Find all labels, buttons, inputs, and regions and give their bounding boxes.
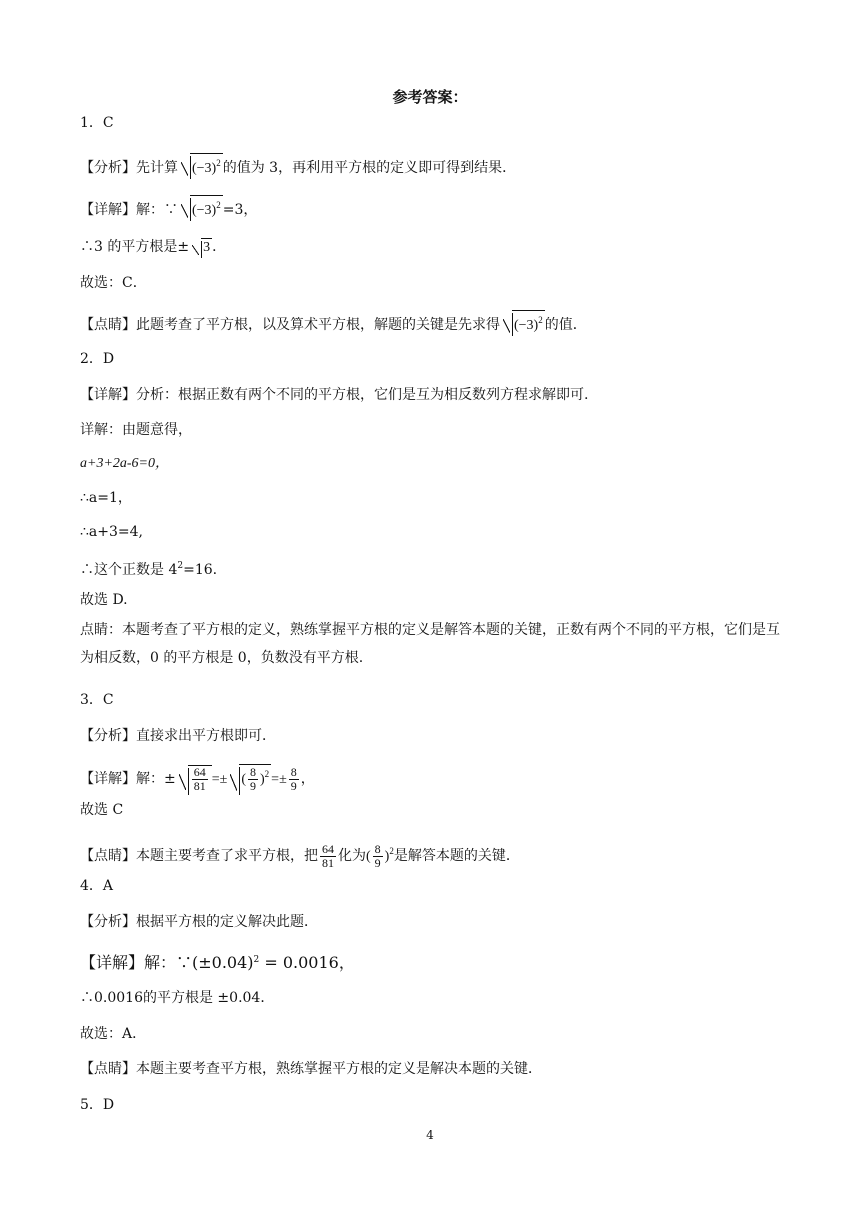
q4-detail-post: = 0.0016， [259, 953, 355, 972]
q2-intro: 详解：由题意得， [80, 422, 192, 438]
q1-conclusion-pre: ∴3 的平方根是± [80, 239, 190, 255]
q1-comment-post: 的值． [544, 317, 587, 333]
q1-conclusion [80, 237, 780, 258]
q5-answer: 5．D [80, 1097, 115, 1113]
exponent: 2 [253, 955, 260, 965]
q4-conclusion: ∴0.0016的平方根是 ±0.04． [80, 990, 275, 1006]
sqrt-expression [179, 195, 223, 221]
q3-comment-mid: 化为 [338, 848, 366, 864]
q3-answer: 3．C [80, 692, 114, 708]
q3-detail-post: ， [300, 771, 315, 787]
q1-conclusion-post: ． [212, 239, 227, 255]
q2-choice: 故选 D. [80, 592, 128, 608]
page-title: 参考答案： [392, 88, 468, 106]
radicand: (−3) [514, 318, 539, 333]
fraction-8-9: $\frac{8}{9}$ [374, 842, 381, 871]
q1-analysis [80, 153, 780, 179]
q4-choice: 故选：A． [80, 1026, 147, 1042]
radicand: (−3) [192, 203, 217, 218]
q4-detail [80, 950, 780, 973]
q2-eq1: a+3+2a-6=0， [80, 456, 170, 471]
sqrt-expression [501, 310, 545, 336]
fraction-64-81: $\frac{64}{81}$ [322, 841, 334, 870]
q2-answer: 2．D [80, 351, 115, 367]
q2-eq4-pre: ∴这个正数是 4 [80, 562, 178, 578]
q1-answer: 1．C [80, 115, 114, 131]
q1-detail-post: =3， [222, 202, 258, 218]
q1-analysis-post: 的值为 3，再利用平方根的定义即可得到结果． [222, 160, 517, 176]
sqrt-expression [179, 153, 223, 179]
q3-comment-post: 是解答本题的关键． [393, 848, 520, 864]
q3-comment: 【点睛】本题主要考查了求平方根，把 $\frac{64}{81}$ 化为( $\frac{8}{9}$ )$^2$是解答本题的关键． [80, 841, 520, 871]
q3-detail-pre: 【详解】解：± [80, 771, 176, 787]
q1-comment [80, 310, 780, 336]
exponent: 2 [177, 561, 184, 571]
exponent: 2 [216, 158, 221, 168]
q3-analysis: 【分析】直接求出平方根即可． [80, 728, 276, 744]
q2-comment: 点睛：本题考查了平方根的定义，熟练掌握平方根的定义是解答本题的关键，正数有两个不同的平方根，它们是互为相反数，0 的平方根是 0，负数没有平方根. [80, 622, 780, 666]
fraction-64-81: $\frac{64}{81}$ [193, 765, 206, 794]
q1-choice: 故选：C． [80, 275, 147, 291]
equals: = [271, 772, 280, 787]
q2-eq3: ∴a+3=4, [80, 524, 143, 540]
fraction-8-9: $\frac{8}{9}$ [290, 764, 297, 793]
plus-minus: ± [279, 772, 287, 787]
page-number: 4 [426, 1128, 434, 1142]
q2-detail: 【详解】分析：根据正数有两个不同的平方根，它们是互为相反数列方程求解即可. [80, 387, 589, 403]
exponent: 2 [538, 315, 543, 325]
q2-eq2: ∴a=1， [80, 490, 132, 506]
q4-comment: 【点睛】本题主要考查平方根，熟练掌握平方根的定义是解决本题的关键． [80, 1061, 542, 1077]
plus-minus: ± [219, 772, 228, 787]
q1-comment-pre: 【点睛】此题考查了平方根，以及算术平方根，解题的关键是先求得 [80, 317, 500, 333]
q4-answer: 4．A [80, 878, 114, 894]
sqrt-fraction [177, 765, 212, 795]
q4-analysis: 【分析】根据平方根的定义解决此题． [80, 914, 318, 930]
sqrt-fraction-squared: ( $\frac{8}{9}$ )$^2$ [228, 764, 271, 795]
q4-detail-pre: 【详解】解：∵(±0.04) [80, 953, 254, 972]
fraction-8-9: $\frac{8}{9}$ [250, 765, 256, 794]
q2-eq4-post: =16. [183, 562, 218, 578]
q3-detail [80, 764, 780, 794]
q3-comment-pre: 【点睛】本题主要考查了求平方根，把 [80, 848, 318, 864]
q1-detail-pre: 【详解】解：∵ [80, 202, 178, 218]
radicand: (−3) [192, 161, 217, 176]
equals: = [211, 772, 220, 787]
exponent: 2 [216, 200, 221, 210]
sqrt-three: 3 [190, 238, 212, 258]
q1-analysis-pre: 【分析】先计算 [80, 160, 178, 176]
q1-detail [80, 195, 780, 221]
q2-eq4 [80, 556, 780, 580]
q3-choice: 故选 C [80, 802, 124, 818]
